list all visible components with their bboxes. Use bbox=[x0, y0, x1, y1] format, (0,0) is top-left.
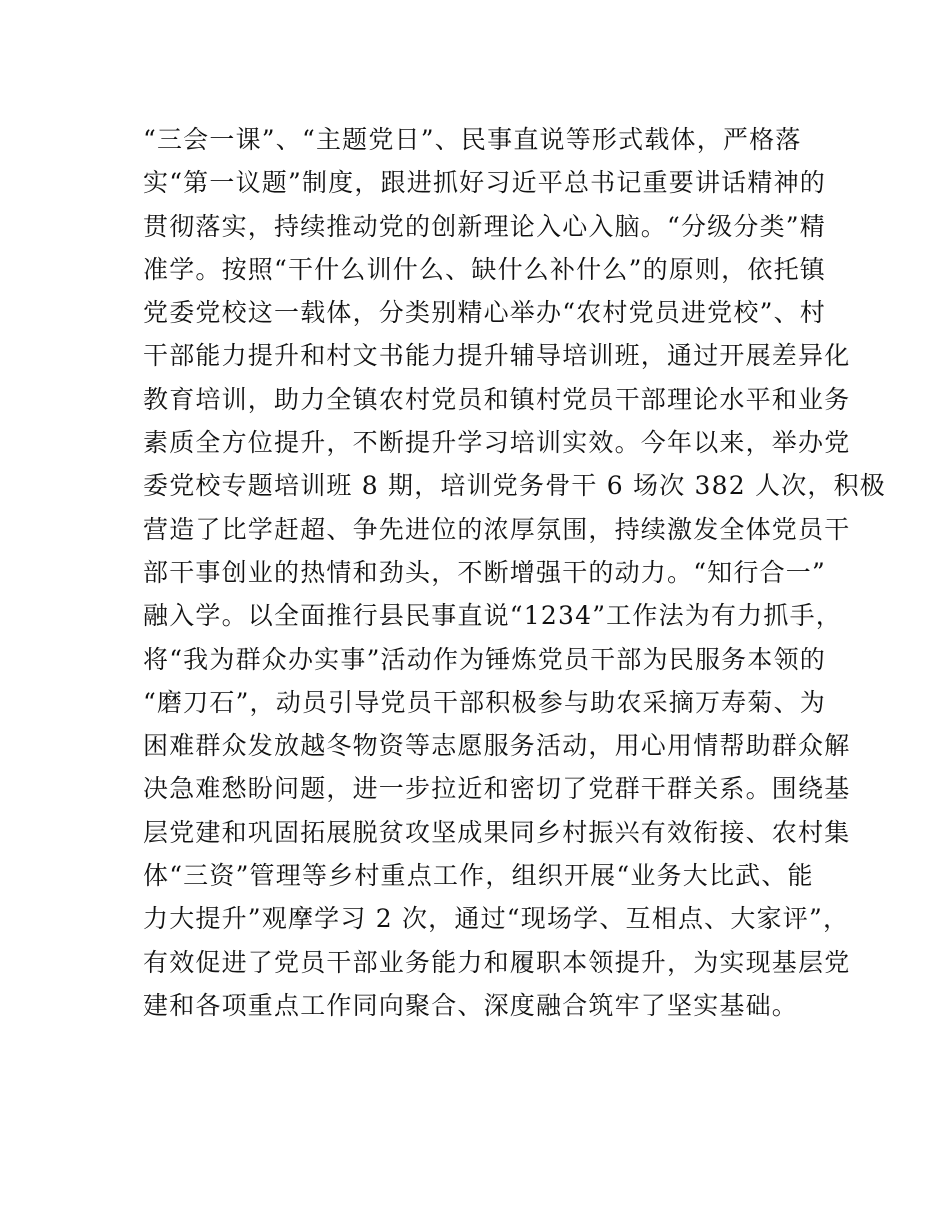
paragraph-line: 实“第一议题”制度，跟进抓好习近平总书记重要讲话精神的 bbox=[143, 168, 826, 198]
paragraph-line: 教育培训，助力全镇农村党员和镇村党员干部理论水平和业务 bbox=[143, 384, 851, 414]
paragraph-line: 困难群众发放越冬物资等志愿服务活动，用心用情帮助群众解 bbox=[143, 731, 851, 761]
paragraph-line: 决急难愁盼问题，进一步拉近和密切了党群干群关系。围绕基 bbox=[143, 774, 851, 804]
paragraph-line: 委党校专题培训班 8 期，培训党务骨干 6 场次 382 人次，积极 bbox=[143, 471, 887, 501]
paragraph-line: 素质全方位提升，不断提升学习培训实效。今年以来，举办党 bbox=[143, 428, 851, 458]
paragraph-line: 营造了比学赶超、争先进位的浓厚氛围，持续激发全体党员干 bbox=[143, 514, 851, 544]
paragraph-line: 部干事创业的热情和劲头，不断增强干的动力。“知行合一” bbox=[143, 557, 826, 587]
paragraph-line: 将“我为群众办实事”活动作为锤炼党员干部为民服务本领的 bbox=[143, 644, 826, 674]
paragraph-line: 党委党校这一载体，分类别精心举办“农村党员进党校”、村 bbox=[143, 298, 826, 328]
paragraph-line: 层党建和巩固拓展脱贫攻坚成果同乡村振兴有效衔接、农村集 bbox=[143, 817, 851, 847]
paragraph-line: “三会一课”、“主题党日”、民事直说等形式载体，严格落 bbox=[143, 125, 802, 154]
body-paragraph bbox=[143, 118, 887, 1027]
paragraph-line: 体“三资”管理等乡村重点工作，组织开展“业务大比武、能 bbox=[143, 861, 814, 891]
paragraph-line: 贯彻落实，持续推动党的创新理论入心入脑。“分级分类”精 bbox=[143, 211, 826, 241]
paragraph-line: 融入学。以全面推行县民事直说“1234”工作法为有力抓手， bbox=[143, 601, 842, 631]
paragraph-line: 力大提升”观摩学习 2 次，通过“现场学、互相点、大家评”， bbox=[143, 904, 850, 934]
paragraph-line: 准学。按照“干什么训什么、缺什么补什么”的原则，依托镇 bbox=[143, 254, 826, 284]
paragraph-line: “磨刀石”，动员引导党员干部积极参与助农采摘万寿菊、为 bbox=[143, 687, 826, 717]
paragraph-line: 干部能力提升和村文书能力提升辅导培训班，通过开展差异化 bbox=[143, 341, 851, 371]
paragraph-line: 建和各项重点工作同向聚合、深度融合筑牢了坚实基础。 bbox=[143, 990, 799, 1020]
paragraph-line: 有效促进了党员干部业务能力和履职本领提升，为实现基层党 bbox=[143, 947, 851, 977]
